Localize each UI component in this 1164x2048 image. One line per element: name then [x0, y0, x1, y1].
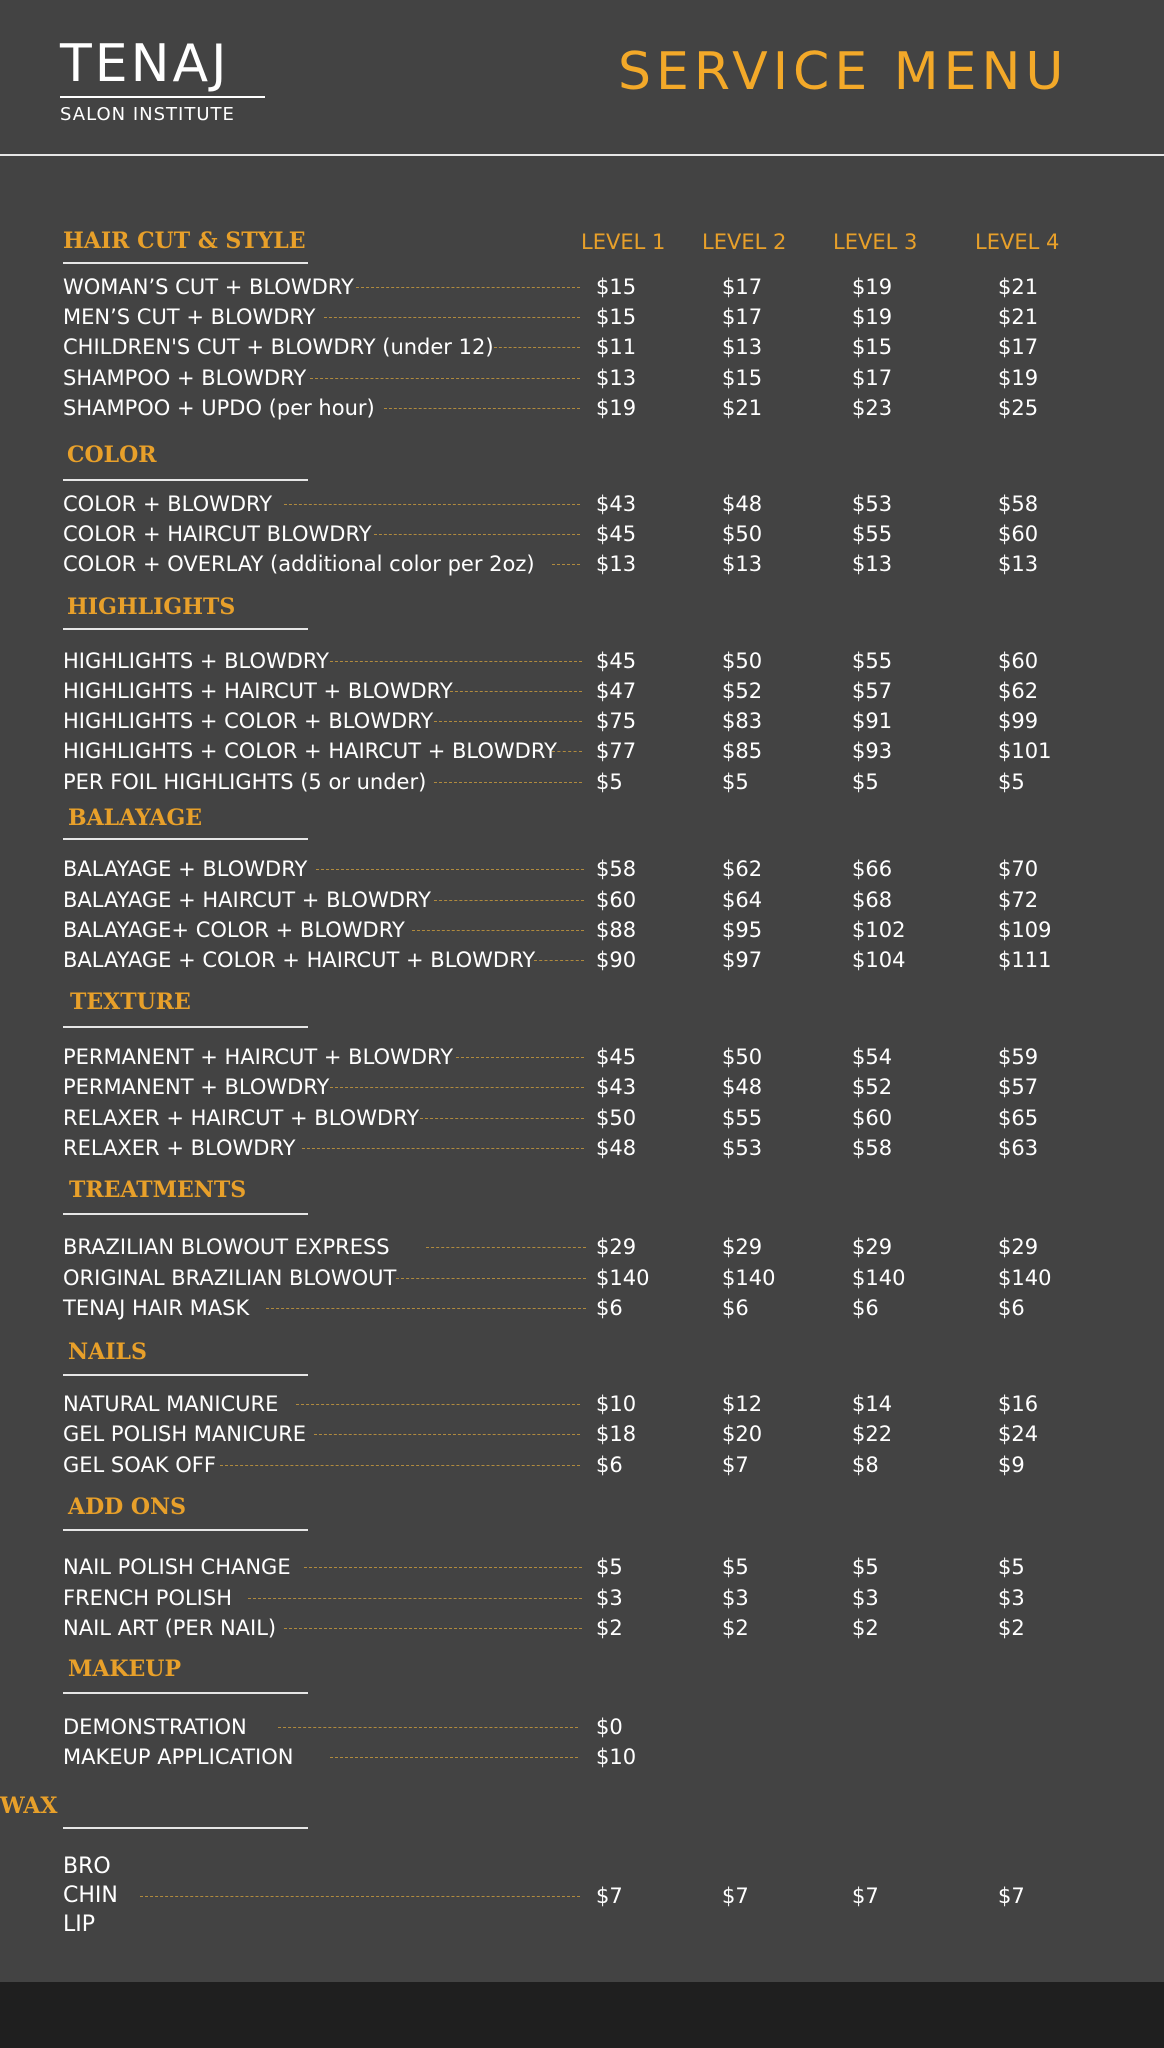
price-level-1: $140 [596, 1266, 650, 1290]
price-level-2: $29 [722, 1235, 763, 1259]
price-level-1: $58 [596, 857, 637, 881]
price-level-3: $140 [852, 1266, 906, 1290]
price-level-1: $6 [596, 1296, 623, 1320]
price-level-4: $60 [998, 522, 1039, 546]
dotted-leader [456, 1057, 584, 1058]
menu-row [0, 646, 1164, 676]
service-name: HIGHLIGHTS + HAIRCUT + BLOWDRY [63, 679, 453, 703]
price-level-1: $18 [596, 1422, 637, 1446]
section-underline [63, 1213, 308, 1215]
service-name: COLOR + HAIRCUT BLOWDRY [63, 522, 372, 546]
price-level-2: $5 [722, 770, 749, 794]
price-level-2: $55 [722, 1106, 763, 1130]
service-name: CHILDREN'S CUT + BLOWDRY (under 12) [63, 335, 494, 359]
service-name: SHAMPOO + UPDO (per hour) [63, 396, 375, 420]
price-level-3: $52 [852, 1075, 893, 1099]
price-level-4: $70 [998, 857, 1039, 881]
price-level-4: $59 [998, 1045, 1039, 1069]
price-level-1: $2 [596, 1616, 623, 1640]
wax-item: LIP [63, 1912, 96, 1937]
price-level-3: $6 [852, 1296, 879, 1320]
service-name: MEN’S CUT + BLOWDRY [63, 305, 316, 329]
price-level-3: $13 [852, 552, 893, 576]
price-level-4: $62 [998, 679, 1039, 703]
price-level-4: $72 [998, 888, 1039, 912]
dotted-leader [220, 1465, 580, 1466]
price-level-4: $58 [998, 492, 1039, 516]
price-level-2: $62 [722, 857, 763, 881]
price-level-4: $6 [998, 1296, 1025, 1320]
dotted-leader [552, 564, 580, 565]
dotted-leader [434, 721, 582, 722]
menu-row [0, 302, 1164, 332]
dotted-leader [552, 751, 582, 752]
section-title: BALAYAGE [68, 805, 203, 831]
price-level-1: $88 [596, 918, 637, 942]
price-level-1: $13 [596, 552, 637, 576]
dotted-leader [384, 408, 580, 409]
price-level-1: $60 [596, 888, 637, 912]
level-2-header: LEVEL 2 [702, 230, 787, 254]
price-level-3: $104 [852, 948, 906, 972]
wax-item: BRO [63, 1854, 111, 1879]
price-level-1: $45 [596, 649, 637, 673]
dotted-leader [434, 782, 582, 783]
price-level-3: $29 [852, 1235, 893, 1259]
menu-row [0, 489, 1164, 519]
menu-row [0, 393, 1164, 423]
menu-row [0, 1712, 1164, 1742]
menu-row [0, 272, 1164, 302]
service-name: PERMANENT + HAIRCUT + BLOWDRY [63, 1045, 454, 1069]
price-level-1: $45 [596, 1045, 637, 1069]
dotted-leader [284, 1628, 582, 1629]
price-level-2: $48 [722, 492, 763, 516]
price-level-1: $13 [596, 366, 637, 390]
price-level-1: $43 [596, 492, 637, 516]
price-level-2: $50 [722, 649, 763, 673]
price-level-2: $64 [722, 888, 763, 912]
dotted-leader [420, 1118, 584, 1119]
price-level-4: $16 [998, 1392, 1039, 1416]
dotted-leader [316, 869, 584, 870]
section-title: TREATMENTS [69, 1177, 247, 1203]
dotted-leader [356, 287, 580, 288]
dotted-leader [284, 504, 580, 505]
price-level-3: $22 [852, 1422, 893, 1446]
section-title: WAX [0, 1793, 58, 1819]
menu-row [0, 736, 1164, 766]
dotted-leader [310, 378, 580, 379]
dotted-leader [426, 1247, 586, 1248]
price-level-2: $17 [722, 275, 763, 299]
menu-row [0, 915, 1164, 945]
dotted-leader [330, 1087, 584, 1088]
menu-row [0, 1742, 1164, 1772]
dotted-leader [534, 960, 584, 961]
menu-row [0, 1293, 1164, 1323]
service-name: GEL POLISH MANICURE [63, 1422, 307, 1446]
section-underline [63, 262, 308, 264]
price-level-3: $68 [852, 888, 893, 912]
price-level-4: $60 [998, 649, 1039, 673]
service-name: DEMONSTRATION [63, 1715, 247, 1739]
price-level-3: $54 [852, 1045, 893, 1069]
menu-row [0, 363, 1164, 393]
section-title: COLOR [67, 442, 157, 468]
price-level-1: $29 [596, 1235, 637, 1259]
service-name: BALAYAGE + COLOR + HAIRCUT + BLOWDRY [63, 948, 536, 972]
price-level-1: $43 [596, 1075, 637, 1099]
price-level-4: $2 [998, 1616, 1025, 1640]
price-level-3: $19 [852, 275, 893, 299]
menu-row [0, 1389, 1164, 1419]
price-level-3: $57 [852, 679, 893, 703]
service-name: PERMANENT + BLOWDRY [63, 1075, 330, 1099]
price-level-1: $47 [596, 679, 637, 703]
wax-item: CHIN [63, 1883, 118, 1908]
price-level-3: $5 [852, 770, 879, 794]
price-level-2: $20 [722, 1422, 763, 1446]
dotted-leader [296, 1404, 580, 1405]
price-level-3: $55 [852, 649, 893, 673]
price-level-1: $11 [596, 335, 637, 359]
price-level-2: $97 [722, 948, 763, 972]
price-level-1: $90 [596, 948, 637, 972]
dotted-leader [302, 1148, 584, 1149]
price-level-2: $50 [722, 1045, 763, 1069]
price-level-4: $63 [998, 1136, 1039, 1160]
price-level-3: $7 [852, 1884, 879, 1908]
price-level-3: $60 [852, 1106, 893, 1130]
menu-row [0, 1583, 1164, 1613]
service-name: BALAYAGE + HAIRCUT + BLOWDRY [63, 888, 431, 912]
service-name: TENAJ HAIR MASK [63, 1296, 250, 1320]
price-level-4: $140 [998, 1266, 1052, 1290]
price-level-2: $7 [722, 1884, 749, 1908]
price-level-1: $5 [596, 1555, 623, 1579]
footer-bar [0, 1982, 1164, 2048]
service-name: FRENCH POLISH [63, 1586, 232, 1610]
service-name: HIGHLIGHTS + BLOWDRY [63, 649, 330, 673]
price-level-3: $58 [852, 1136, 893, 1160]
price-level-3: $93 [852, 739, 893, 763]
header [0, 0, 1164, 156]
price-level-4: $109 [998, 918, 1052, 942]
price-level-3: $66 [852, 857, 893, 881]
price-level-3: $15 [852, 335, 893, 359]
menu-row [0, 706, 1164, 736]
logo-divider [60, 96, 265, 98]
price-level-1: $77 [596, 739, 637, 763]
price-level-2: $53 [722, 1136, 763, 1160]
dotted-leader [324, 317, 580, 318]
price-level-2: $13 [722, 335, 763, 359]
price-level-2: $83 [722, 709, 763, 733]
price-level-3: $19 [852, 305, 893, 329]
price-level-3: $5 [852, 1555, 879, 1579]
price-level-1: $10 [596, 1392, 637, 1416]
price-level-1: $15 [596, 275, 637, 299]
service-name: NAIL ART (PER NAIL) [63, 1616, 277, 1640]
section-underline [63, 838, 308, 840]
service-name: PER FOIL HIGHLIGHTS (5 or under) [63, 770, 427, 794]
level-3-header: LEVEL 3 [833, 230, 918, 254]
price-level-4: $7 [998, 1884, 1025, 1908]
price-level-4: $65 [998, 1106, 1039, 1130]
price-level-2: $6 [722, 1296, 749, 1320]
price-level-2: $21 [722, 396, 763, 420]
dotted-leader [396, 1278, 586, 1279]
page-title: SERVICE MENU [618, 42, 1069, 102]
price-level-4: $57 [998, 1075, 1039, 1099]
price-level-1: $3 [596, 1586, 623, 1610]
price-level-4: $25 [998, 396, 1039, 420]
dotted-leader [434, 900, 584, 901]
price-level-4: $19 [998, 366, 1039, 390]
service-name: RELAXER + BLOWDRY [63, 1136, 296, 1160]
price-level-2: $50 [722, 522, 763, 546]
price-level-1: $15 [596, 305, 637, 329]
menu-row [0, 885, 1164, 915]
price-level-4: $9 [998, 1453, 1025, 1477]
dotted-leader [266, 1308, 586, 1309]
section-underline [63, 1692, 308, 1694]
service-name: BALAYAGE+ COLOR + BLOWDRY [63, 918, 405, 942]
service-name: RELAXER + HAIRCUT + BLOWDRY [63, 1106, 420, 1130]
section-underline [63, 1529, 308, 1531]
price-level-2: $140 [722, 1266, 776, 1290]
price-level-3: $2 [852, 1616, 879, 1640]
price-level-4: $101 [998, 739, 1052, 763]
menu-row [0, 1419, 1164, 1449]
service-name: COLOR + OVERLAY (additional color per 2oz) [63, 552, 535, 576]
section-underline [63, 1374, 308, 1376]
price-level-4: $24 [998, 1422, 1039, 1446]
price-level-2: $13 [722, 552, 763, 576]
dotted-leader [330, 1757, 578, 1758]
price-level-1: $50 [596, 1106, 637, 1130]
service-name: MAKEUP APPLICATION [63, 1745, 294, 1769]
price-level-1: $7 [596, 1884, 623, 1908]
price-level-2: $3 [722, 1586, 749, 1610]
section-title: TEXTURE [70, 989, 191, 1015]
price-level-2: $12 [722, 1392, 763, 1416]
menu-row [0, 1450, 1164, 1480]
dotted-leader [374, 534, 580, 535]
level-4-header: LEVEL 4 [975, 230, 1060, 254]
menu-row [0, 676, 1164, 706]
section-title: HIGHLIGHTS [67, 594, 236, 620]
price-level-2: $2 [722, 1616, 749, 1640]
menu-row [0, 519, 1164, 549]
service-name: WOMAN’S CUT + BLOWDRY [63, 275, 354, 299]
menu-row [0, 1232, 1164, 1262]
price-level-4: $29 [998, 1235, 1039, 1259]
service-name: HIGHLIGHTS + COLOR + BLOWDRY [63, 709, 434, 733]
price-level-1: $75 [596, 709, 637, 733]
price-level-4: $111 [998, 948, 1052, 972]
price-level-3: $23 [852, 396, 893, 420]
price-level-1: $6 [596, 1453, 623, 1477]
menu-row [0, 549, 1164, 579]
service-name: GEL SOAK OFF [63, 1453, 216, 1477]
price-level-2: $85 [722, 739, 763, 763]
price-level-3: $55 [852, 522, 893, 546]
price-level-2: $95 [722, 918, 763, 942]
price-level-1: $5 [596, 770, 623, 794]
price-level-4: $21 [998, 305, 1039, 329]
price-level-1: $48 [596, 1136, 637, 1160]
price-level-4: $13 [998, 552, 1039, 576]
price-level-2: $48 [722, 1075, 763, 1099]
menu-row [0, 767, 1164, 797]
price-level-2: $15 [722, 366, 763, 390]
menu-row [0, 1072, 1164, 1102]
service-name: NATURAL MANICURE [63, 1392, 279, 1416]
service-name: BRAZILIAN BLOWOUT EXPRESS [63, 1235, 390, 1259]
price-level-1: $19 [596, 396, 637, 420]
dotted-leader [304, 1567, 582, 1568]
brand-logo: TENAJ [60, 34, 230, 94]
section-underline [63, 1827, 308, 1829]
dotted-leader [450, 691, 582, 692]
section-title: NAILS [68, 1339, 147, 1365]
menu-row [0, 1263, 1164, 1293]
dotted-leader [494, 347, 580, 348]
price-level-1: $10 [596, 1745, 637, 1769]
price-level-3: $3 [852, 1586, 879, 1610]
section-title: MAKEUP [68, 1656, 182, 1682]
dotted-leader [412, 930, 584, 931]
price-level-3: $14 [852, 1392, 893, 1416]
service-name: SHAMPOO + BLOWDRY [63, 366, 307, 390]
dotted-leader [330, 661, 582, 662]
price-level-4: $99 [998, 709, 1039, 733]
price-level-2: $7 [722, 1453, 749, 1477]
menu-row [0, 1613, 1164, 1643]
price-level-2: $52 [722, 679, 763, 703]
price-level-4: $17 [998, 335, 1039, 359]
menu-row [0, 1042, 1164, 1072]
price-level-4: $5 [998, 1555, 1025, 1579]
price-level-4: $3 [998, 1586, 1025, 1610]
service-name: COLOR + BLOWDRY [63, 492, 273, 516]
section-underline [63, 628, 308, 630]
price-level-3: $53 [852, 492, 893, 516]
price-level-3: $17 [852, 366, 893, 390]
dotted-leader [278, 1727, 578, 1728]
dotted-leader [314, 1434, 580, 1435]
service-name: HIGHLIGHTS + COLOR + HAIRCUT + BLOWDRY [63, 739, 557, 763]
price-level-3: $8 [852, 1453, 879, 1477]
service-name: BALAYAGE + BLOWDRY [63, 857, 308, 881]
menu-row [0, 332, 1164, 362]
menu-row [0, 1552, 1164, 1582]
menu-row [0, 1103, 1164, 1133]
service-name: ORIGINAL BRAZILIAN BLOWOUT [63, 1266, 397, 1290]
price-level-2: $17 [722, 305, 763, 329]
service-name: NAIL POLISH CHANGE [63, 1555, 291, 1579]
brand-subtitle: SALON INSTITUTE [60, 104, 235, 125]
dotted-leader [140, 1896, 580, 1897]
level-1-header: LEVEL 1 [581, 230, 666, 254]
section-title: ADD ONS [68, 1494, 187, 1520]
price-level-1: $45 [596, 522, 637, 546]
section-title: HAIR CUT & STYLE [63, 228, 306, 254]
price-level-4: $5 [998, 770, 1025, 794]
price-level-1: $0 [596, 1715, 623, 1739]
price-level-2: $5 [722, 1555, 749, 1579]
menu-row [0, 945, 1164, 975]
section-underline [63, 1026, 308, 1028]
price-level-3: $91 [852, 709, 893, 733]
dotted-leader [248, 1598, 582, 1599]
price-level-3: $102 [852, 918, 906, 942]
menu-row [0, 1133, 1164, 1163]
section-underline [63, 479, 308, 481]
price-level-4: $21 [998, 275, 1039, 299]
menu-row [0, 854, 1164, 884]
